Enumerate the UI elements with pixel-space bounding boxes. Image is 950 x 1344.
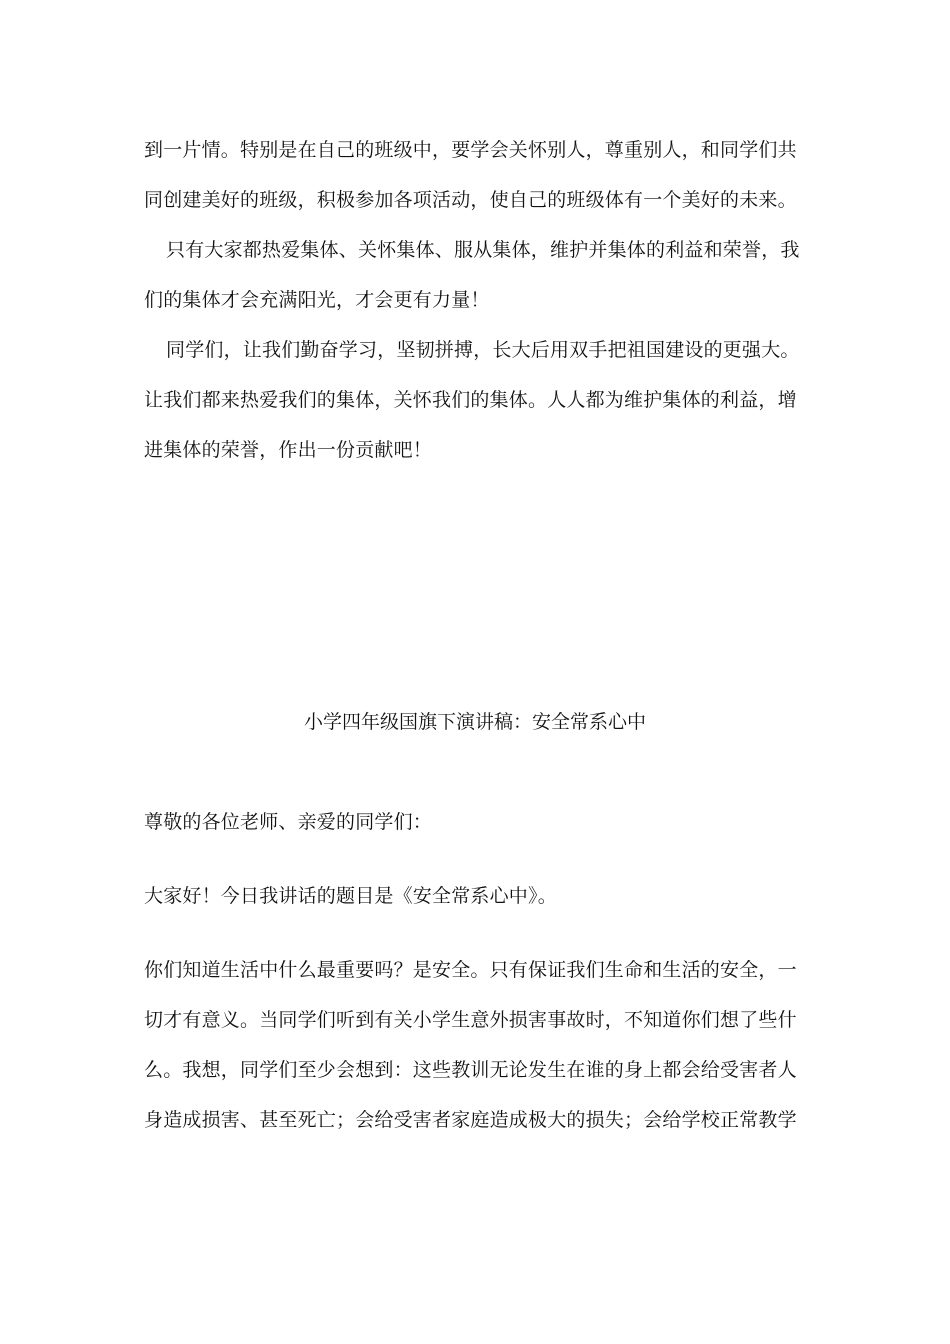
body-line: 切才有意义。当同学们听到有关小学生意外损害事故时，不知道你们想了些什 xyxy=(144,1009,797,1031)
paragraph-line: 进集体的荣誉，作出一份贡献吧！ xyxy=(144,439,433,461)
paragraph-line: 到一片情。特别是在自己的班级中，要学会关怀别人，尊重别人，和同学们共 xyxy=(144,139,797,161)
paragraph-line: 让我们都来热爱我们的集体，关怀我们的集体。人人都为维护集体的利益，增 xyxy=(144,389,797,411)
speech-title: 小学四年级国旗下演讲稿：安全常系心中 xyxy=(303,711,646,733)
paragraph-line: 同创建美好的班级，积极参加各项活动，使自己的班级体有一个美好的未来。 xyxy=(144,189,797,211)
paragraph-line: 同学们，让我们勤奋学习，坚韧拼搏，长大后用双手把祖国建设的更强大。 xyxy=(166,339,800,361)
body-line: 身造成损害、甚至死亡；会给受害者家庭造成极大的损失；会给学校正常教学 xyxy=(144,1109,797,1131)
greeting: 大家好！今日我讲话的题目是《安全常系心中》。 xyxy=(144,885,557,907)
salutation: 尊敬的各位老师、亲爱的同学们： xyxy=(144,811,433,833)
paragraph-line: 只有大家都热爱集体、关怀集体、服从集体，维护并集体的利益和荣誉，我 xyxy=(166,239,800,261)
body-line: 么。我想，同学们至少会想到：这些教训无论发生在谁的身上都会给受害者人 xyxy=(144,1059,797,1081)
body-line: 你们知道生活中什么最重要吗？是安全。只有保证我们生命和生活的安全，一 xyxy=(144,959,797,981)
paragraph-line: 们的集体才会充满阳光，才会更有力量！ xyxy=(144,289,490,311)
